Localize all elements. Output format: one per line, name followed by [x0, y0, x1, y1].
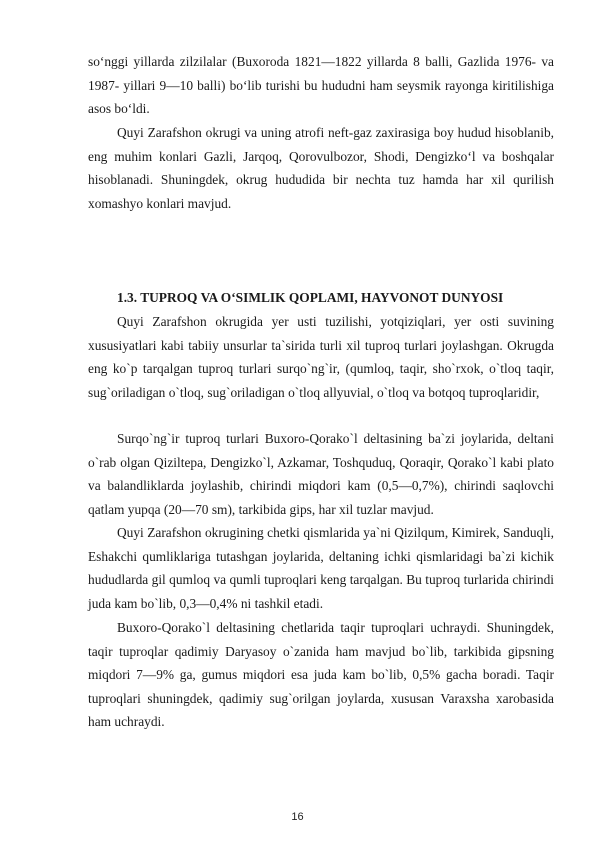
paragraph-oil-gas: Quyi Zarafshon okrugi va uning atrofi neft-gaz zaxirasiga boy hudud hisoblanib, eng muhim konlari Gazli, Jarqoq, Qorovulbozor, Shodi, Dengizko‘l va boshqalar hisoblanadi. Shuningdek, okrug hududida bir nechta tuz hamda har xil qurilish xomashyo konlari mavjud. [88, 125, 554, 211]
paragraph-taqir-soil: Buxoro-Qorako`l deltasining chetlarida taqir tuproqlari uchraydi. Shuningdek, taqir tuproqlar qadimiy Daryasoy o`zanida ham mavjud bo`lib, tarkibida gipsning miqdori 7—9% ga, gumus miqdori esa juda kam bo`lib, 0,5% gacha boradi. Taqir tuproqlari shuningdek, qadimiy sug`orilgan joylarda, xususan Varaxsha xarobasida ham uchraydi. [88, 620, 554, 730]
paragraph-seismic: so‘nggi yillarda zilzilalar (Buxoroda 1821—1822 yillarda 8 balli, Gazlida 1976- va 1987- yillari 9—10 balli) bo‘lib turishi bu hududni ham seysmik rayonga kiritilishiga asos bo‘ldi. [88, 54, 554, 117]
paragraph-soil-types: Quyi Zarafshon okrugida yer usti tuzilishi, yotqiziqlari, yer osti suvining xususiyatlari kabi tabiiy unsurlar ta`sirida turli xil tuproq turlari joylashgan. Okrugda eng ko`p tarqalgan tuproq turlari surqo`ng`ir, (qumloq, taqir, sho`rxok, o`tloq taqir, sug`oriladigan o`tloq, sug`oriladigan o`tloq allyuvial, o`tloq va botqoq tuproqlaridir, [88, 314, 554, 400]
paragraph-sandy-soil: Quyi Zarafshon okrugining chetki qismlarida ya`ni Qizilqum, Kimirek, Sanduqli, Eshakchi qumliklariga tutashgan joylarida, deltaning ichki qismlaridagi ba`zi kichik hududlarda gil qumloq va qumli tuproqlari keng tarqalgan. Bu tuproq turlarida chirindi juda kam bo`lib, 0,3—0,4% ni tashkil etadi. [88, 525, 554, 611]
page-number: 16 [291, 811, 304, 823]
paragraph-surqongir-soil: Surqo`ng`ir tuproq turlari Buxoro-Qorako`l deltasining ba`zi joylarida, deltani o`rab olgan Qiziltepa, Dengizko`l, Azkamar, Toshquduq, Qoraqir, Qorako`l kabi plato va balandliklarda joylashib, chirindi miqdori kam (0,5—0,7%), chirindi saqlovchi qatlam yupqa (20—70 sm), tarkibida gips, har xil tuzlar mavjud. [88, 431, 554, 517]
section-heading: 1.3. TUPROQ VA O‘SIMLIK QOPLAMI, HAYVONOT DUNYOSI [117, 290, 504, 305]
